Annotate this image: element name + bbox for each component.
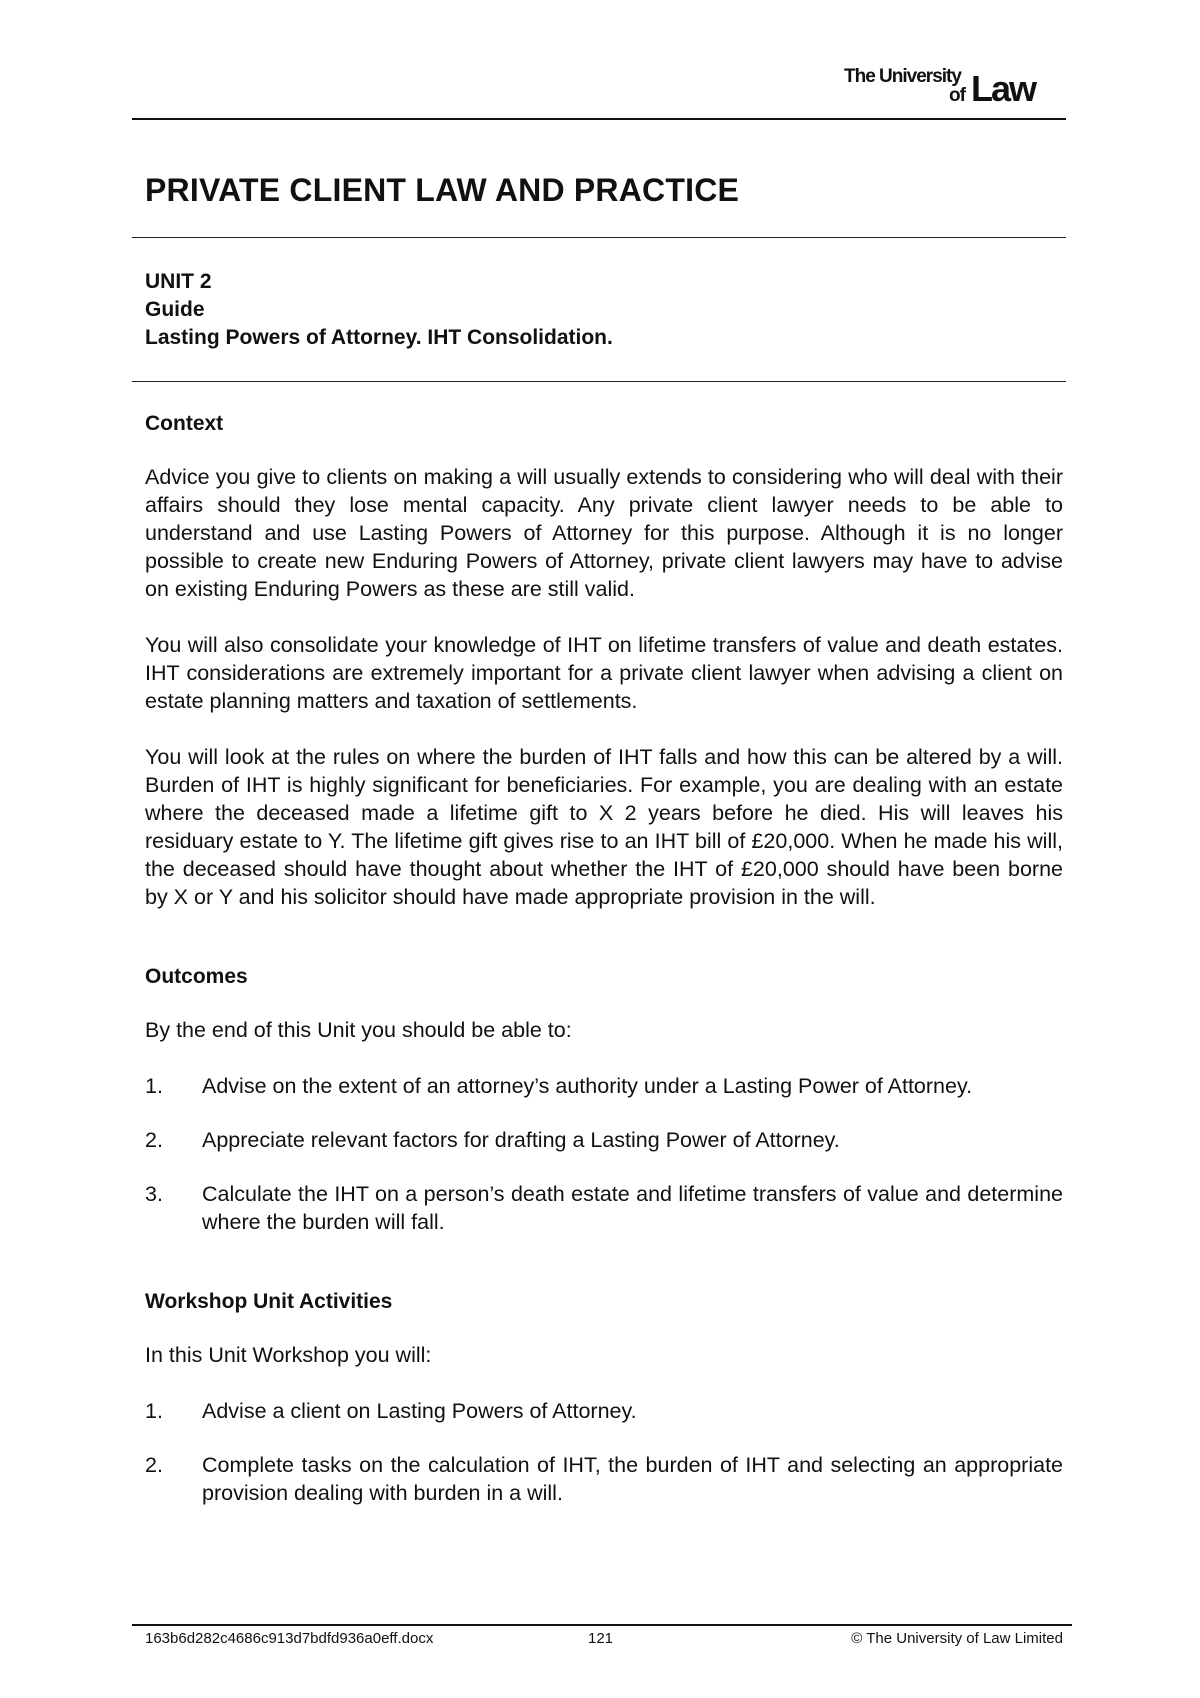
- outcomes-heading: Outcomes: [145, 965, 248, 988]
- list-number: 3.: [145, 1182, 163, 1206]
- unit-type: Guide: [145, 298, 205, 321]
- footer-rule: [132, 1624, 1072, 1626]
- logo-law: Law: [971, 68, 1036, 108]
- context-heading: Context: [145, 412, 224, 435]
- header-rule: [132, 118, 1066, 120]
- context-paragraph-3: You will look at the rules on where the burden of IHT falls and how this can be altered by a will. Burden of IHT is highly significant for beneficiaries. For example, you are dealing with an estate where the deceased made a lifetime gift to X 2 years before he died. His will leaves his residuary estate to Y. The lifetime gift gives rise to an IHT bill of £20,000. When he made his will, the deceased should have thought about whether the IHT of £20,000 should have been borne by X or Y and his solicitor should have made appropriate provision in the will.: [145, 745, 1063, 909]
- list-number: 1.: [145, 1074, 163, 1098]
- unit-rule: [132, 381, 1066, 382]
- list-item: [145, 1180, 1063, 1236]
- workshop-intro: In this Unit Workshop you will:: [145, 1343, 432, 1367]
- list-text: Appreciate relevant factors for drafting a Lasting Power of Attorney.: [202, 1128, 840, 1152]
- list-item: [145, 1397, 1063, 1425]
- unit-subtitle: Lasting Powers of Attorney. IHT Consolidation.: [145, 326, 613, 349]
- list-text: Calculate the IHT on a person’s death estate and lifetime transfers of value and determine where the burden will fall.: [202, 1182, 1063, 1234]
- context-paragraph-1: Advice you give to clients on making a will usually extends to considering who will deal with their affairs should they lose mental capacity. Any private client lawyer needs to be able to understand and use Lasting Powers of Attorney for this purpose. Although it is no longer possible to create new Enduring Powers of Attorney, private client lawyers may have to advise on existing Enduring Powers as these are still valid.: [145, 465, 1063, 601]
- page-footer: [145, 1630, 1063, 1647]
- list-number: 1.: [145, 1399, 163, 1423]
- list-text: Complete tasks on the calculation of IHT, the burden of IHT and selecting an appropriate provision dealing with burden in a will.: [202, 1453, 1063, 1505]
- university-of-law-logo: [844, 62, 1054, 108]
- page-title: PRIVATE CLIENT LAW AND PRACTICE: [145, 172, 740, 208]
- outcomes-intro: By the end of this Unit you should be able to:: [145, 1018, 572, 1042]
- list-number: 2.: [145, 1128, 163, 1152]
- list-item: [145, 1126, 1063, 1154]
- list-item: [145, 1072, 1063, 1100]
- workshop-list: [145, 1397, 1063, 1507]
- context-paragraph-2: You will also consolidate your knowledge of IHT on lifetime transfers of value and death estates. IHT considerations are extremely important for a private client lawyer when advising a client on estate planning matters and taxation of settlements.: [145, 633, 1063, 713]
- unit-number: UNIT 2: [145, 270, 212, 293]
- title-rule: [132, 237, 1066, 238]
- footer-filename: 163b6d282c4686c913d7bdfd936a0eff.docx: [145, 1630, 434, 1647]
- list-item: [145, 1451, 1063, 1507]
- list-text: Advise a client on Lasting Powers of Attorney.: [202, 1399, 637, 1423]
- outcomes-list: [145, 1072, 1063, 1236]
- logo-line1: The University: [844, 66, 961, 87]
- list-number: 2.: [145, 1453, 163, 1477]
- workshop-heading: Workshop Unit Activities: [145, 1290, 393, 1313]
- list-text: Advise on the extent of an attorney’s authority under a Lasting Power of Attorney.: [202, 1074, 973, 1098]
- footer-page-number: 121: [588, 1630, 614, 1647]
- main-content: [145, 410, 1063, 1533]
- footer-copyright: © The University of Law Limited: [851, 1630, 1063, 1647]
- logo-of: of: [949, 85, 965, 106]
- unit-block: [145, 268, 613, 352]
